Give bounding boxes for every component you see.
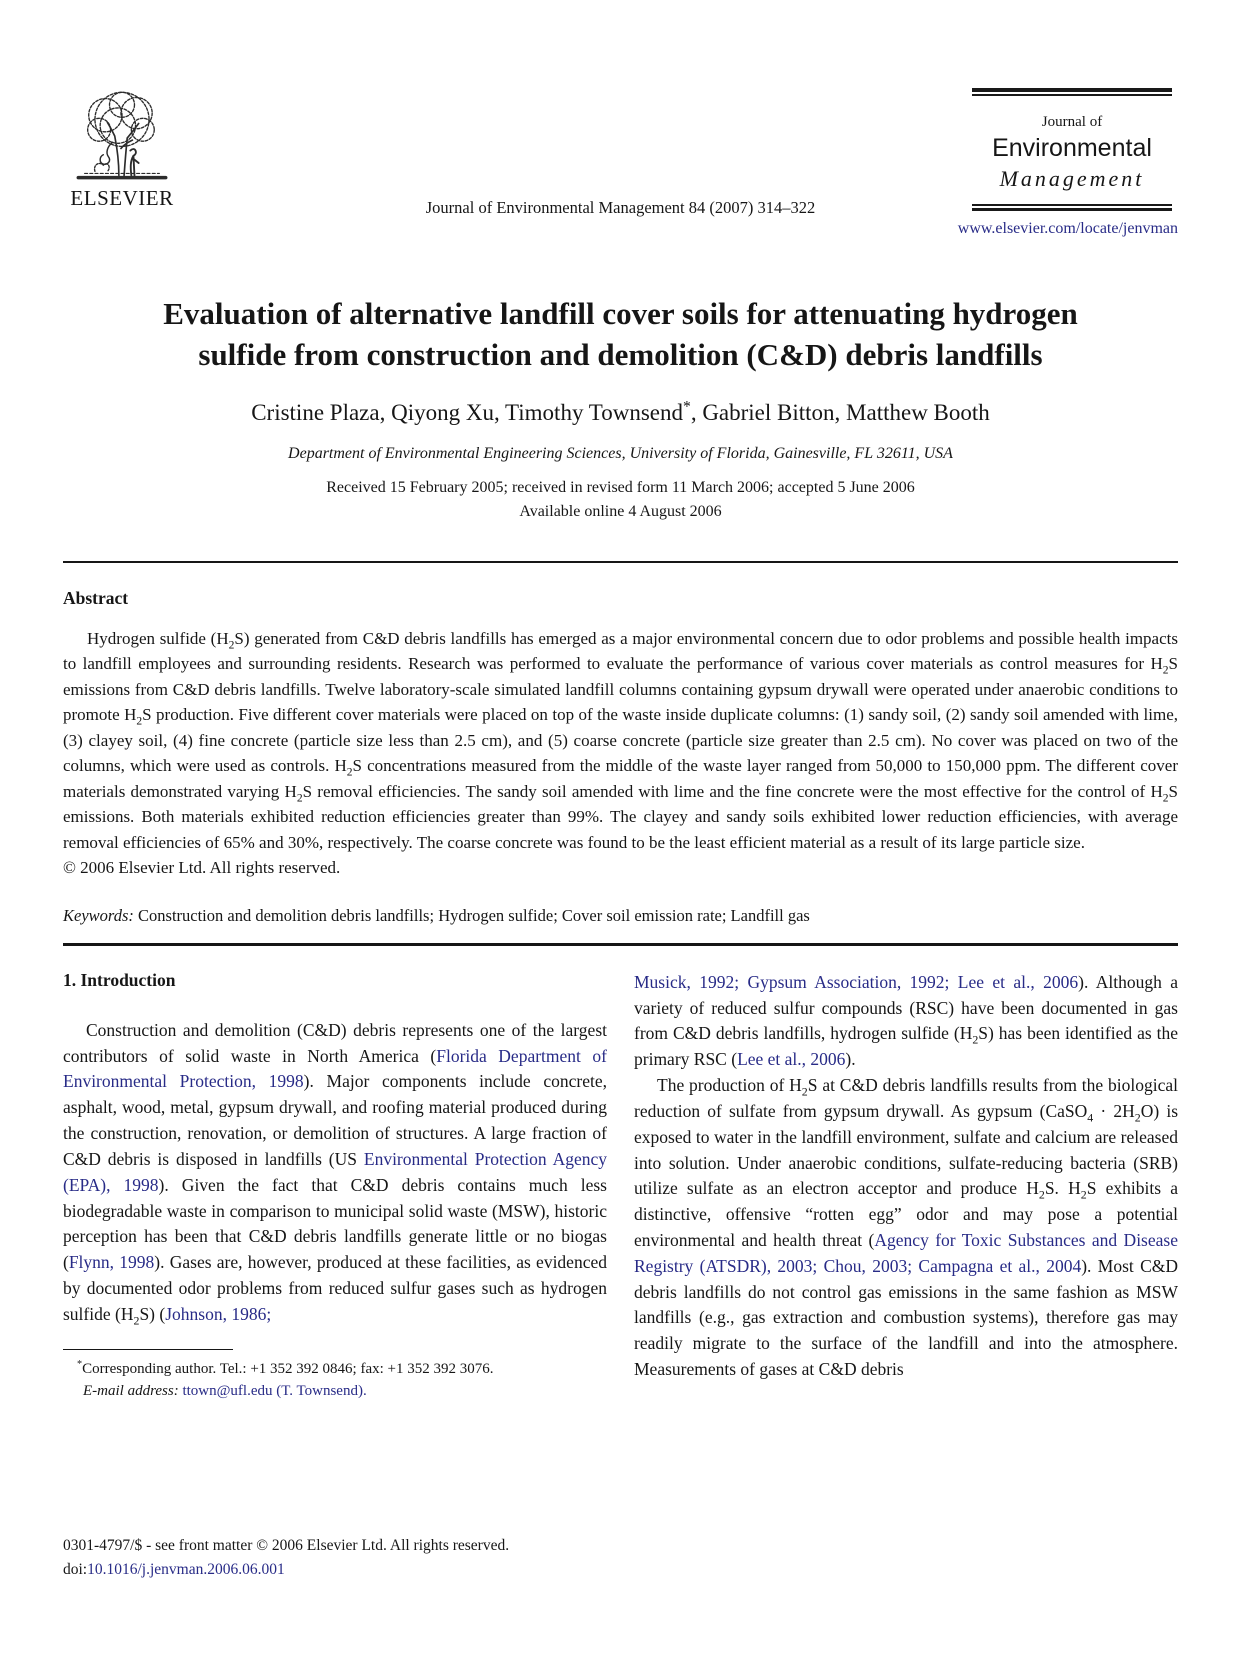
abstract-top-rule bbox=[63, 561, 1178, 563]
journal-citation: Journal of Environmental Management 84 (2007) 314–322 bbox=[425, 198, 816, 217]
text-segment: Cristine Plaza, Qiyong Xu, Timothy Townsend bbox=[251, 400, 683, 426]
text-segment: S at C&D debris landfills results from the biological reduction of sulfate from gypsum drywall. As gypsum (CaSO bbox=[634, 1075, 1178, 1121]
introduction-continued-paragraph bbox=[634, 970, 1178, 1073]
elsevier-wordmark: ELSEVIER bbox=[70, 186, 174, 210]
affiliation: Department of Environmental Engineering Sciences, University of Florida, Gainesville, FL 32611, USA bbox=[288, 445, 953, 463]
issn-line: 0301-4797/$ - see front matter © 2006 Elsevier Ltd. All rights reserved. bbox=[63, 1537, 510, 1554]
text-segment: 2 bbox=[1162, 663, 1169, 677]
text-segment: S. H bbox=[1044, 1178, 1081, 1199]
available-online: Available online 4 August 2006 bbox=[519, 502, 722, 520]
text-segment: Hydrogen sulfide (H bbox=[87, 628, 229, 648]
citation-link-flynn-1998[interactable]: Flynn, 1998 bbox=[68, 1252, 155, 1273]
email-link[interactable]: ttown@ufl.edu (T. Townsend). bbox=[182, 1383, 367, 1400]
text-segment: S emissions from C&D debris landfills. Twelve laboratory-scale simulated landfill columns containing gypsum drywall were operated under anaerobic conditions to promote H bbox=[63, 654, 1178, 725]
email-note bbox=[63, 1380, 607, 1403]
article-title: Evaluation of alternative landfill cover soils for attenuating hydrogen sulfide from construction and demolition (C&D) debris landfills bbox=[163, 296, 1078, 373]
right-column bbox=[634, 970, 1178, 1403]
text-segment: ). Major components include concrete, asphalt, wood, metal, gypsum drywall, and roofing material produced during the construction, renovation, or demolition of structures. A large fraction of C&D debris is disposed in landfills (US bbox=[63, 1071, 607, 1169]
doi-link[interactable]: 10.1016/j.jenvman.2006.06.001 bbox=[87, 1561, 285, 1579]
text-segment: Construction and demolition debris landfills; Hydrogen sulfide; Cover soil emission rate; Landfill gas bbox=[138, 905, 810, 925]
left-column bbox=[63, 970, 607, 1403]
masthead-bottom-rule bbox=[972, 204, 1172, 211]
text-segment: ). Although a variety of reduced sulfur compounds (RSC) have been documented in gas from C&D debris landfills, hydrogen sulfide (H bbox=[634, 971, 1178, 1044]
elsevier-tree-icon bbox=[70, 88, 174, 184]
citation-link-johnson-1986[interactable]: Johnson, 1986; bbox=[165, 1303, 272, 1324]
text-segment: E-mail address: bbox=[83, 1383, 183, 1400]
text-segment: S concentrations measured from the middle of the waste layer ranged from 50,000 to 150,000 ppm. The different cover materials demonstrated varying H bbox=[63, 756, 1178, 801]
text-segment: The production of H bbox=[657, 1075, 802, 1096]
journal-site-link[interactable]: www.elsevier.com/locate/jenvman bbox=[957, 220, 1178, 237]
text-segment: S removal efficiencies. The sandy soil amended with lime and the fine concrete were the most effective for the control of H bbox=[302, 781, 1163, 801]
citation-link-epa-1998[interactable]: Environmental Protection Agency (EPA), 1998 bbox=[63, 1148, 608, 1195]
author-list bbox=[63, 400, 1178, 426]
text-segment: S) generated from C&D debris landfills has emerged as a major environmental concern due to odor problems and possible health impacts to landfill employees and surrounding residents. Research was performed to evaluate the performance of various cover materials as control measures for H bbox=[63, 628, 1178, 674]
text-segment: S) ( bbox=[139, 1303, 166, 1324]
citation-link-fdep-1998[interactable]: Florida Department of Environmental Protection, 1998 bbox=[63, 1045, 607, 1092]
doi-line bbox=[63, 1558, 509, 1582]
text-segment: S emissions. Both materials exhibited reduction efficiencies greater than 99%. The clayey and sandy soils exhibited lower reduction efficiencies, with average removal efficiencies of 65% and 30%, respectively. The coarse concrete was found to be the least efficient material as a result of its large particle size. bbox=[63, 781, 1178, 852]
text-segment: S exhibits a distinctive, offensive “rotten egg” odor and may pose a potential environmental and health threat ( bbox=[634, 1178, 1178, 1250]
received-dates: Received 15 February 2005; received in revised form 11 March 2006; accepted 5 June 2006 bbox=[326, 479, 915, 497]
text-segment: 2 bbox=[346, 765, 353, 779]
text-segment: 2 bbox=[133, 1313, 140, 1328]
footnote-rule bbox=[63, 1349, 233, 1350]
text-segment: * bbox=[683, 398, 691, 416]
text-segment: S) has been identified as the primary RSC ( bbox=[634, 1023, 1178, 1070]
citation-link-musick-gypsum-lee[interactable]: Musick, 1992; Gypsum Association, 1992; Lee et al., 2006 bbox=[634, 971, 1079, 992]
introduction-paragraph bbox=[63, 1018, 607, 1328]
text-segment: Keywords: bbox=[63, 905, 139, 925]
corresponding-author-note bbox=[63, 1358, 607, 1381]
text-segment: doi: bbox=[63, 1561, 88, 1579]
introduction-heading: 1. Introduction bbox=[63, 969, 176, 990]
citation-link-lee-2006[interactable]: Lee et al., 2006 bbox=[737, 1049, 846, 1070]
text-segment: 2 bbox=[228, 638, 235, 652]
text-segment: Construction and demolition (C&D) debris represents one of the largest contributors of solid waste in North America ( bbox=[63, 1019, 607, 1066]
text-segment: ). Gases are, however, produced at these facilities, as evidenced by documented odor problems from reduced sulfur gases such as hydrogen sulfide (H bbox=[63, 1252, 607, 1324]
text-segment: · 2H bbox=[1093, 1100, 1135, 1121]
h2s-production-paragraph bbox=[634, 1073, 1178, 1383]
text-segment: , Gabriel Bitton, Matthew Booth bbox=[690, 400, 990, 426]
citation-link-atsdr-chou-campagna[interactable]: Agency for Toxic Substances and Disease Registry (ATSDR), 2003; Chou, 2003; Campagna et al., 2004 bbox=[634, 1229, 1178, 1276]
text-segment: 2 bbox=[801, 1084, 808, 1099]
text-segment: O) is exposed to water in the landfill environment, sulfate and calcium are released into solution. Under anaerobic conditions, sulfate-reducing bacteria (SRB) utilize sulfate as an electron acceptor and produce H bbox=[634, 1100, 1179, 1199]
text-segment: 2 bbox=[1080, 1187, 1087, 1202]
keywords-bottom-rule bbox=[63, 943, 1178, 946]
text-segment: 2 bbox=[1134, 1110, 1141, 1125]
text-segment: 2 bbox=[136, 714, 143, 728]
abstract-text bbox=[63, 626, 1178, 856]
keywords-line bbox=[63, 906, 1178, 926]
body-columns bbox=[63, 970, 1178, 1403]
masthead-management: Management bbox=[999, 166, 1145, 191]
text-segment: 2 bbox=[296, 791, 303, 805]
copyright-line: © 2006 Elsevier Ltd. All rights reserved. bbox=[63, 858, 341, 878]
text-segment: ). Given the fact that C&D debris contains much less biodegradable waste in comparison to municipal solid waste (MSW), historic perception has been that C&D debris landfills generate little or no biogas ( bbox=[63, 1174, 607, 1273]
text-segment: ). Most C&D debris landfills do not control gas emissions in the same fashion as MSW landfills (e.g., gas extraction and combustion systems), therefore gas may readily migrate to the surface of the landfill and into the atmosphere. Measurements of gases at C&D debris bbox=[634, 1255, 1178, 1379]
footnote-block bbox=[63, 1349, 607, 1403]
front-matter-footer bbox=[63, 1534, 509, 1582]
text-segment: * bbox=[77, 1358, 83, 1370]
page-header bbox=[0, 0, 1241, 255]
elsevier-logo bbox=[63, 88, 181, 211]
article-history bbox=[63, 476, 1178, 522]
text-segment: 2 bbox=[1038, 1187, 1045, 1202]
text-segment: S production. Five different cover materials were placed on top of the waste inside duplicate columns: (1) sandy soil, (2) sandy soil amended with lime, (3) clayey soil, (4) fine concrete (particle size less than 2.5 cm), and (5) coarse concrete (particle size greater than 2.5 cm). No cover was placed on two of the columns, which were used as controls. H bbox=[63, 705, 1178, 776]
masthead-journal-of: Journal of bbox=[1041, 114, 1103, 130]
journal-masthead bbox=[896, 88, 1178, 238]
text-segment: 2 bbox=[972, 1032, 979, 1047]
masthead-top-rule bbox=[972, 88, 1172, 96]
text-segment: 4 bbox=[1087, 1110, 1094, 1125]
text-segment: Corresponding author. Tel.: +1 352 392 0846; fax: +1 352 392 3076. bbox=[82, 1360, 494, 1377]
text-segment: ). bbox=[845, 1049, 856, 1070]
abstract-heading: Abstract bbox=[63, 587, 129, 608]
masthead-environmental: Environmental bbox=[992, 134, 1152, 162]
text-segment: 2 bbox=[1162, 791, 1169, 805]
